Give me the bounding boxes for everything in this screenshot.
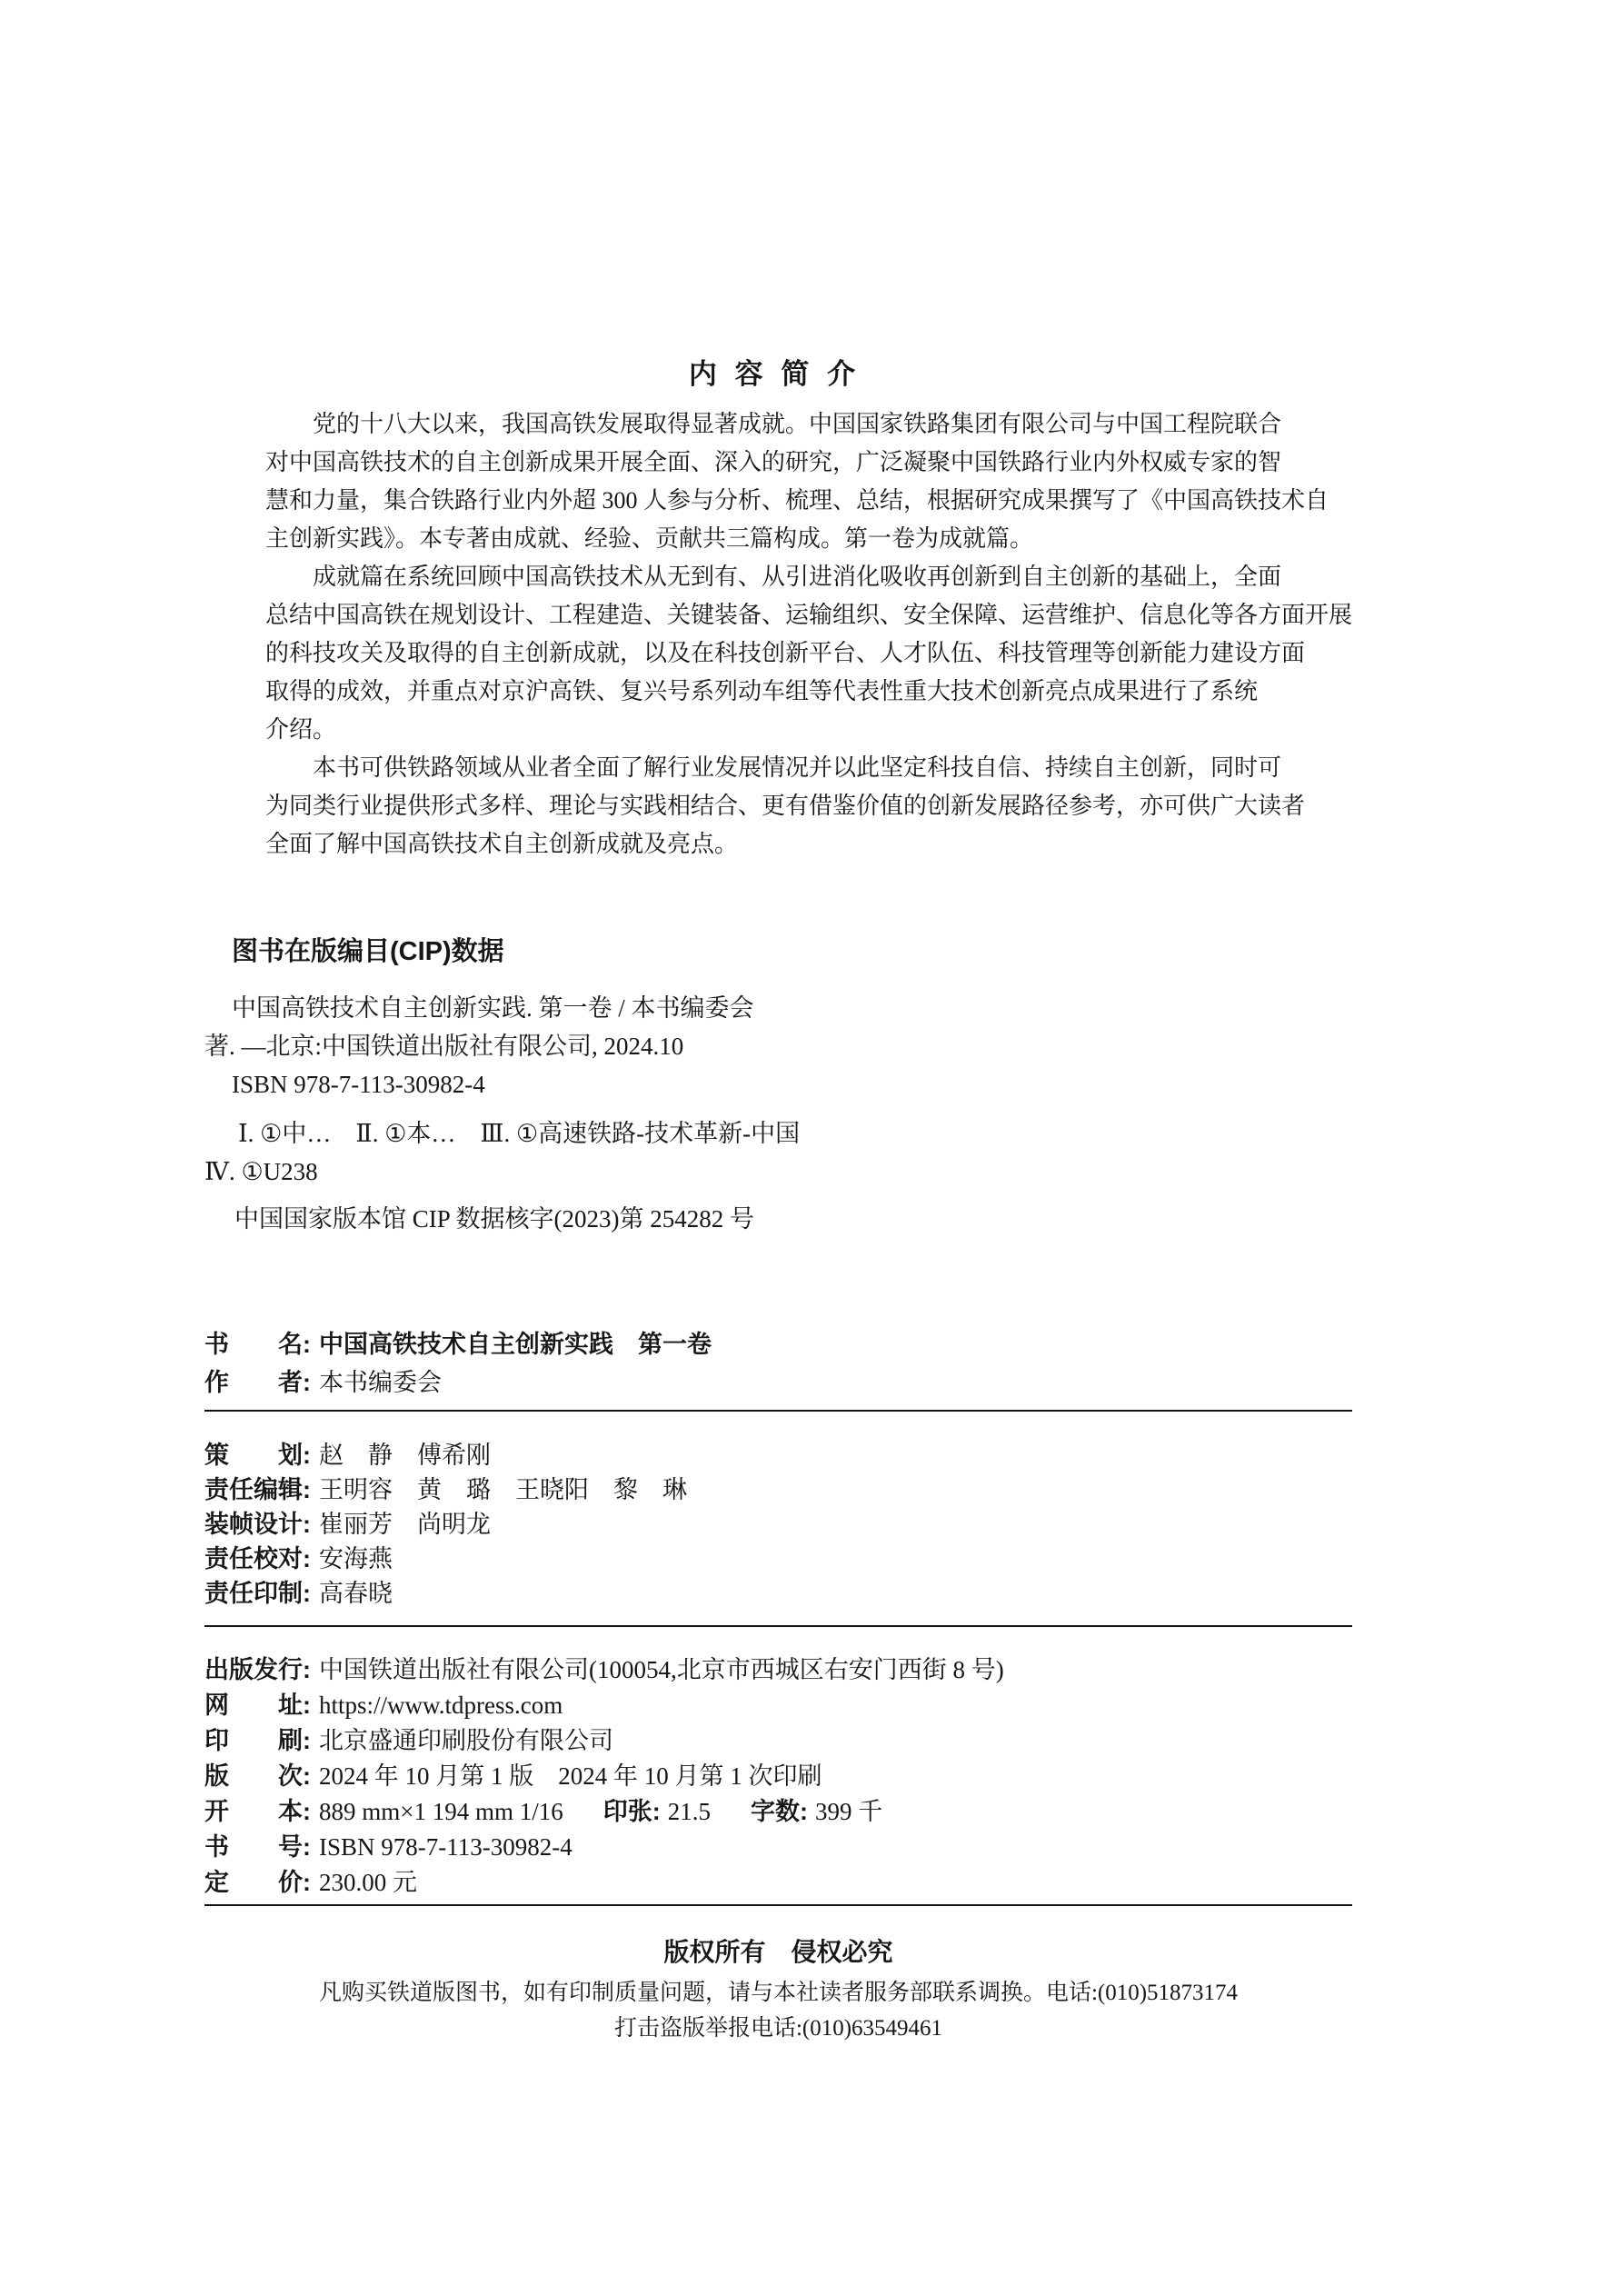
cip-entry bbox=[204, 989, 800, 1103]
cip-heading: 图书在版编目(CIP)数据 bbox=[232, 937, 504, 966]
row-value: 230.00 元 bbox=[319, 1869, 417, 1896]
credits-section bbox=[204, 1438, 687, 1611]
divider-line-1 bbox=[204, 1410, 1352, 1412]
intro-line: 慧和力量，集合铁路行业内外超 300 人参与分析、梳理、总结，根据研究成果撰写了《中国高铁技术自 bbox=[265, 487, 1329, 514]
info-row bbox=[204, 1830, 1004, 1865]
row-label: 版 次: bbox=[204, 1762, 311, 1790]
service-contact-line: 凡购买铁道版图书，如有印制质量问题，请与本社读者服务部联系调换。电话:(010)51873174 bbox=[318, 1981, 1239, 2005]
info-row bbox=[204, 1576, 687, 1611]
cip-line: Ⅰ. ①中… Ⅱ. ①本… Ⅲ. ①高速铁路-技术革新-中国 bbox=[238, 1120, 801, 1147]
info-row bbox=[204, 1723, 1004, 1759]
row-label: 责任校对: bbox=[204, 1545, 311, 1572]
row-value: 王明容 黄 璐 王晓阳 黎 琳 bbox=[319, 1476, 687, 1503]
divider-line-2 bbox=[204, 1625, 1352, 1627]
row-label: 责任印制: bbox=[204, 1580, 311, 1607]
cip-line: 中国高铁技术自主创新实践. 第一卷 / 本书编委会 bbox=[232, 994, 754, 1022]
row-value: 中国铁道出版社有限公司(100054,北京市西城区右安门西街 8 号) bbox=[319, 1656, 1004, 1683]
row-label: 作 者: bbox=[204, 1369, 311, 1396]
info-row bbox=[204, 1759, 1004, 1794]
row-label: 网 址: bbox=[204, 1692, 311, 1719]
intro-line: 全面了解中国高铁技术自主创新成就及亮点。 bbox=[265, 831, 739, 857]
divider-line-3 bbox=[204, 1904, 1352, 1906]
cip-line: ISBN 978-7-113-30982-4 bbox=[232, 1071, 485, 1098]
intro-title: 内 容 简 介 bbox=[688, 358, 861, 390]
row-value: 21.5 bbox=[667, 1798, 711, 1825]
cip-classification bbox=[204, 1114, 800, 1191]
cip-record: 中国国家版本馆 CIP 数据核字(2023)第 254282 号 bbox=[234, 1205, 754, 1233]
info-row bbox=[204, 1325, 712, 1363]
row-value: 399 千 bbox=[814, 1798, 883, 1825]
intro-line: 的科技攻关及取得的自主创新成就，以及在科技创新平台、人才队伍、科技管理等创新能力建设方面 bbox=[265, 640, 1306, 666]
info-row bbox=[204, 1507, 687, 1542]
intro-section bbox=[265, 405, 1353, 863]
row-value: 889 mm×1 194 mm 1/16 bbox=[319, 1798, 563, 1825]
row-label: 装帧设计: bbox=[204, 1511, 311, 1538]
row-label: 书 名: bbox=[204, 1331, 311, 1358]
row-label: 书 号: bbox=[204, 1833, 311, 1861]
cip-line: 著. —北京:中国铁道出版社有限公司, 2024.10 bbox=[204, 1033, 684, 1060]
intro-line: 取得的成效，并重点对京沪高铁、复兴号系列动车组等代表性重大技术创新亮点成果进行了系统 bbox=[265, 678, 1259, 704]
row-value: 赵 静 傅希刚 bbox=[319, 1442, 491, 1469]
row-value: ISBN 978-7-113-30982-4 bbox=[319, 1833, 573, 1861]
intro-line: 介绍。 bbox=[265, 716, 337, 743]
row-value: 2024 年 10 月第 1 版 2024 年 10 月第 1 次印刷 bbox=[319, 1762, 822, 1790]
copyright-notice: 版权所有 侵权必究 bbox=[663, 1938, 893, 1966]
info-row bbox=[204, 1794, 1004, 1830]
row-label: 出版发行: bbox=[204, 1656, 311, 1683]
info-row bbox=[204, 1363, 712, 1402]
publishing-section bbox=[204, 1652, 1004, 1901]
row-label: 开 本: bbox=[204, 1798, 311, 1825]
row-label: 策 划: bbox=[204, 1442, 311, 1469]
book-info-section bbox=[204, 1325, 712, 1402]
intro-line: 成就篇在系统回顾中国高铁技术从无到有、从引进消化吸收再创新到自主创新的基础上，全面 bbox=[313, 564, 1282, 590]
intro-line: 本书可供铁路领域从业者全面了解行业发展情况并以此坚定科技自信、持续自主创新，同时可 bbox=[313, 754, 1282, 781]
intro-line: 总结中国高铁在规划设计、工程建造、关键装备、运输组织、安全保障、运营维护、信息化等各方面开展 bbox=[265, 602, 1353, 628]
row-label: 定 价: bbox=[204, 1869, 311, 1896]
row-value: 北京盛通印刷股份有限公司 bbox=[319, 1727, 613, 1754]
intro-line: 为同类行业提供形式多样、理论与实践相结合、更有借鉴价值的创新发展路径参考，亦可供广大读者 bbox=[265, 793, 1306, 819]
piracy-report-line: 打击盗版举报电话:(010)63549461 bbox=[613, 2016, 943, 2041]
row-label: 印张: bbox=[602, 1798, 661, 1825]
cip-line: Ⅳ. ①U238 bbox=[204, 1158, 318, 1185]
info-row bbox=[204, 1472, 687, 1507]
info-row bbox=[204, 1688, 1004, 1723]
row-value: 高春晓 bbox=[319, 1580, 393, 1607]
row-value: https://www.tdpress.com bbox=[319, 1692, 563, 1719]
intro-line: 党的十八大以来，我国高铁发展取得显著成就。中国国家铁路集团有限公司与中国工程院联合 bbox=[313, 411, 1282, 437]
info-row bbox=[204, 1652, 1004, 1688]
cip-section bbox=[204, 933, 800, 1238]
row-label: 印 刷: bbox=[204, 1727, 311, 1754]
row-label: 责任编辑: bbox=[204, 1476, 311, 1503]
intro-line: 对中国高铁技术的自主创新成果开展全面、深入的研究，广泛凝聚中国铁路行业内外权威专家的智 bbox=[265, 449, 1282, 475]
row-value: 本书编委会 bbox=[319, 1369, 442, 1396]
row-value: 安海燕 bbox=[319, 1545, 393, 1572]
info-row bbox=[204, 1542, 687, 1576]
row-value: 中国高铁技术自主创新实践 第一卷 bbox=[319, 1331, 712, 1358]
intro-line: 主创新实践》。本专著由成就、经验、贡献共三篇构成。第一卷为成就篇。 bbox=[265, 525, 1034, 552]
row-value: 崔丽芳 尚明龙 bbox=[319, 1511, 491, 1538]
row-label: 字数: bbox=[750, 1798, 808, 1825]
info-row bbox=[204, 1865, 1004, 1901]
info-row bbox=[204, 1438, 687, 1472]
